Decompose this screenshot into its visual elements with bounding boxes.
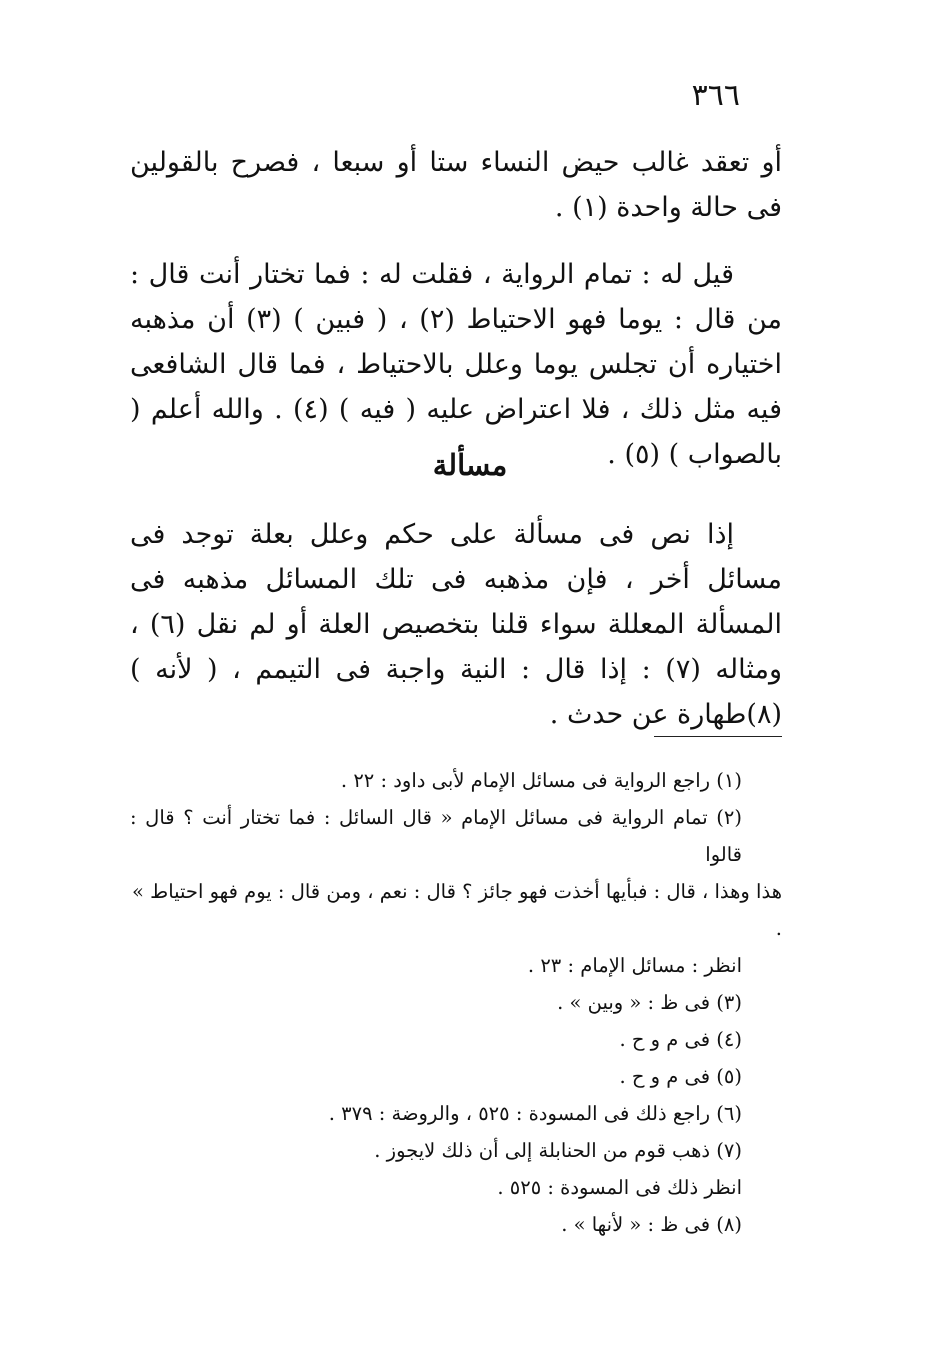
footnote-6: (٦) راجع ذلك فى المسودة : ٥٢٥ ، والروضة : ٣٧٩ . [328, 1102, 742, 1125]
footnote-divider [654, 736, 782, 737]
footnote-7: (٧) ذهب قوم من الحنابلة إلى أن ذلك لايجوز . [374, 1139, 742, 1162]
footnote-7-reference: انظر ذلك فى المسودة : ٥٢٥ . [497, 1176, 742, 1199]
paragraph-1: أو تعقد غالب حيض النساء ستا أو سبعا ، فصرح بالقولين فى حالة واحدة (١) . [130, 147, 782, 223]
footnote-8: (٨) فى ظ : « لأنها » . [561, 1213, 742, 1236]
footnote-5: (٥) فى م و ح . [619, 1065, 742, 1088]
footnote-2: (٢) تمام الرواية فى مسائل الإمام « قال السائل : فما تختار أنت ؟ قال : قالوا [130, 806, 742, 866]
footnote-2-continuation: هذا وهذا ، قال : فبأيها أخذت فهو جائز ؟ قال : نعم ، ومن قال : يوم فهو احتياط » . [132, 880, 782, 940]
footnote-1: (١) راجع الرواية فى مسائل الإمام لأبى داود : ٢٢ . [340, 769, 742, 792]
footnote-2-reference: انظر : مسائل الإمام : ٢٣ . [527, 954, 742, 977]
paragraph-3: إذا نص فى مسألة على حكم وعلل بعلة توجد فى مسائل أخر ، فإن مذهبه فى تلك المسائل مذهبه فى المسألة المعللة سواء قلنا بتخصيص العلة أو لم نقل (٦) ، ومثاله (٧) : إذا قال : النية واجبة فى التيمم ، ( لأنه ) (٨)طهارة عن حدث . [130, 519, 783, 730]
paragraph-2: قيل له : تمام الرواية ، فقلت له : فما تختار أنت قال : من قال : يوما فهو الاحتياط (٢) ، ( فبين ) (٣) أن مذهبه اختياره أن تجلس يوما وعلل بالاحتياط ، فما قال الشافعى فيه مثل ذلك ، فلا اعتراض عليه ( فيه ) (٤) . والله أعلم ( بالصواب ) (٥) . [130, 259, 782, 470]
footnotes [130, 762, 782, 1243]
footnote-3: (٣) فى ظ : « وبين » . [557, 991, 742, 1014]
page-number: ٣٦٦ [691, 78, 740, 113]
footnote-4: (٤) فى م و ح . [619, 1028, 742, 1051]
section-heading: مسألة [432, 448, 508, 482]
